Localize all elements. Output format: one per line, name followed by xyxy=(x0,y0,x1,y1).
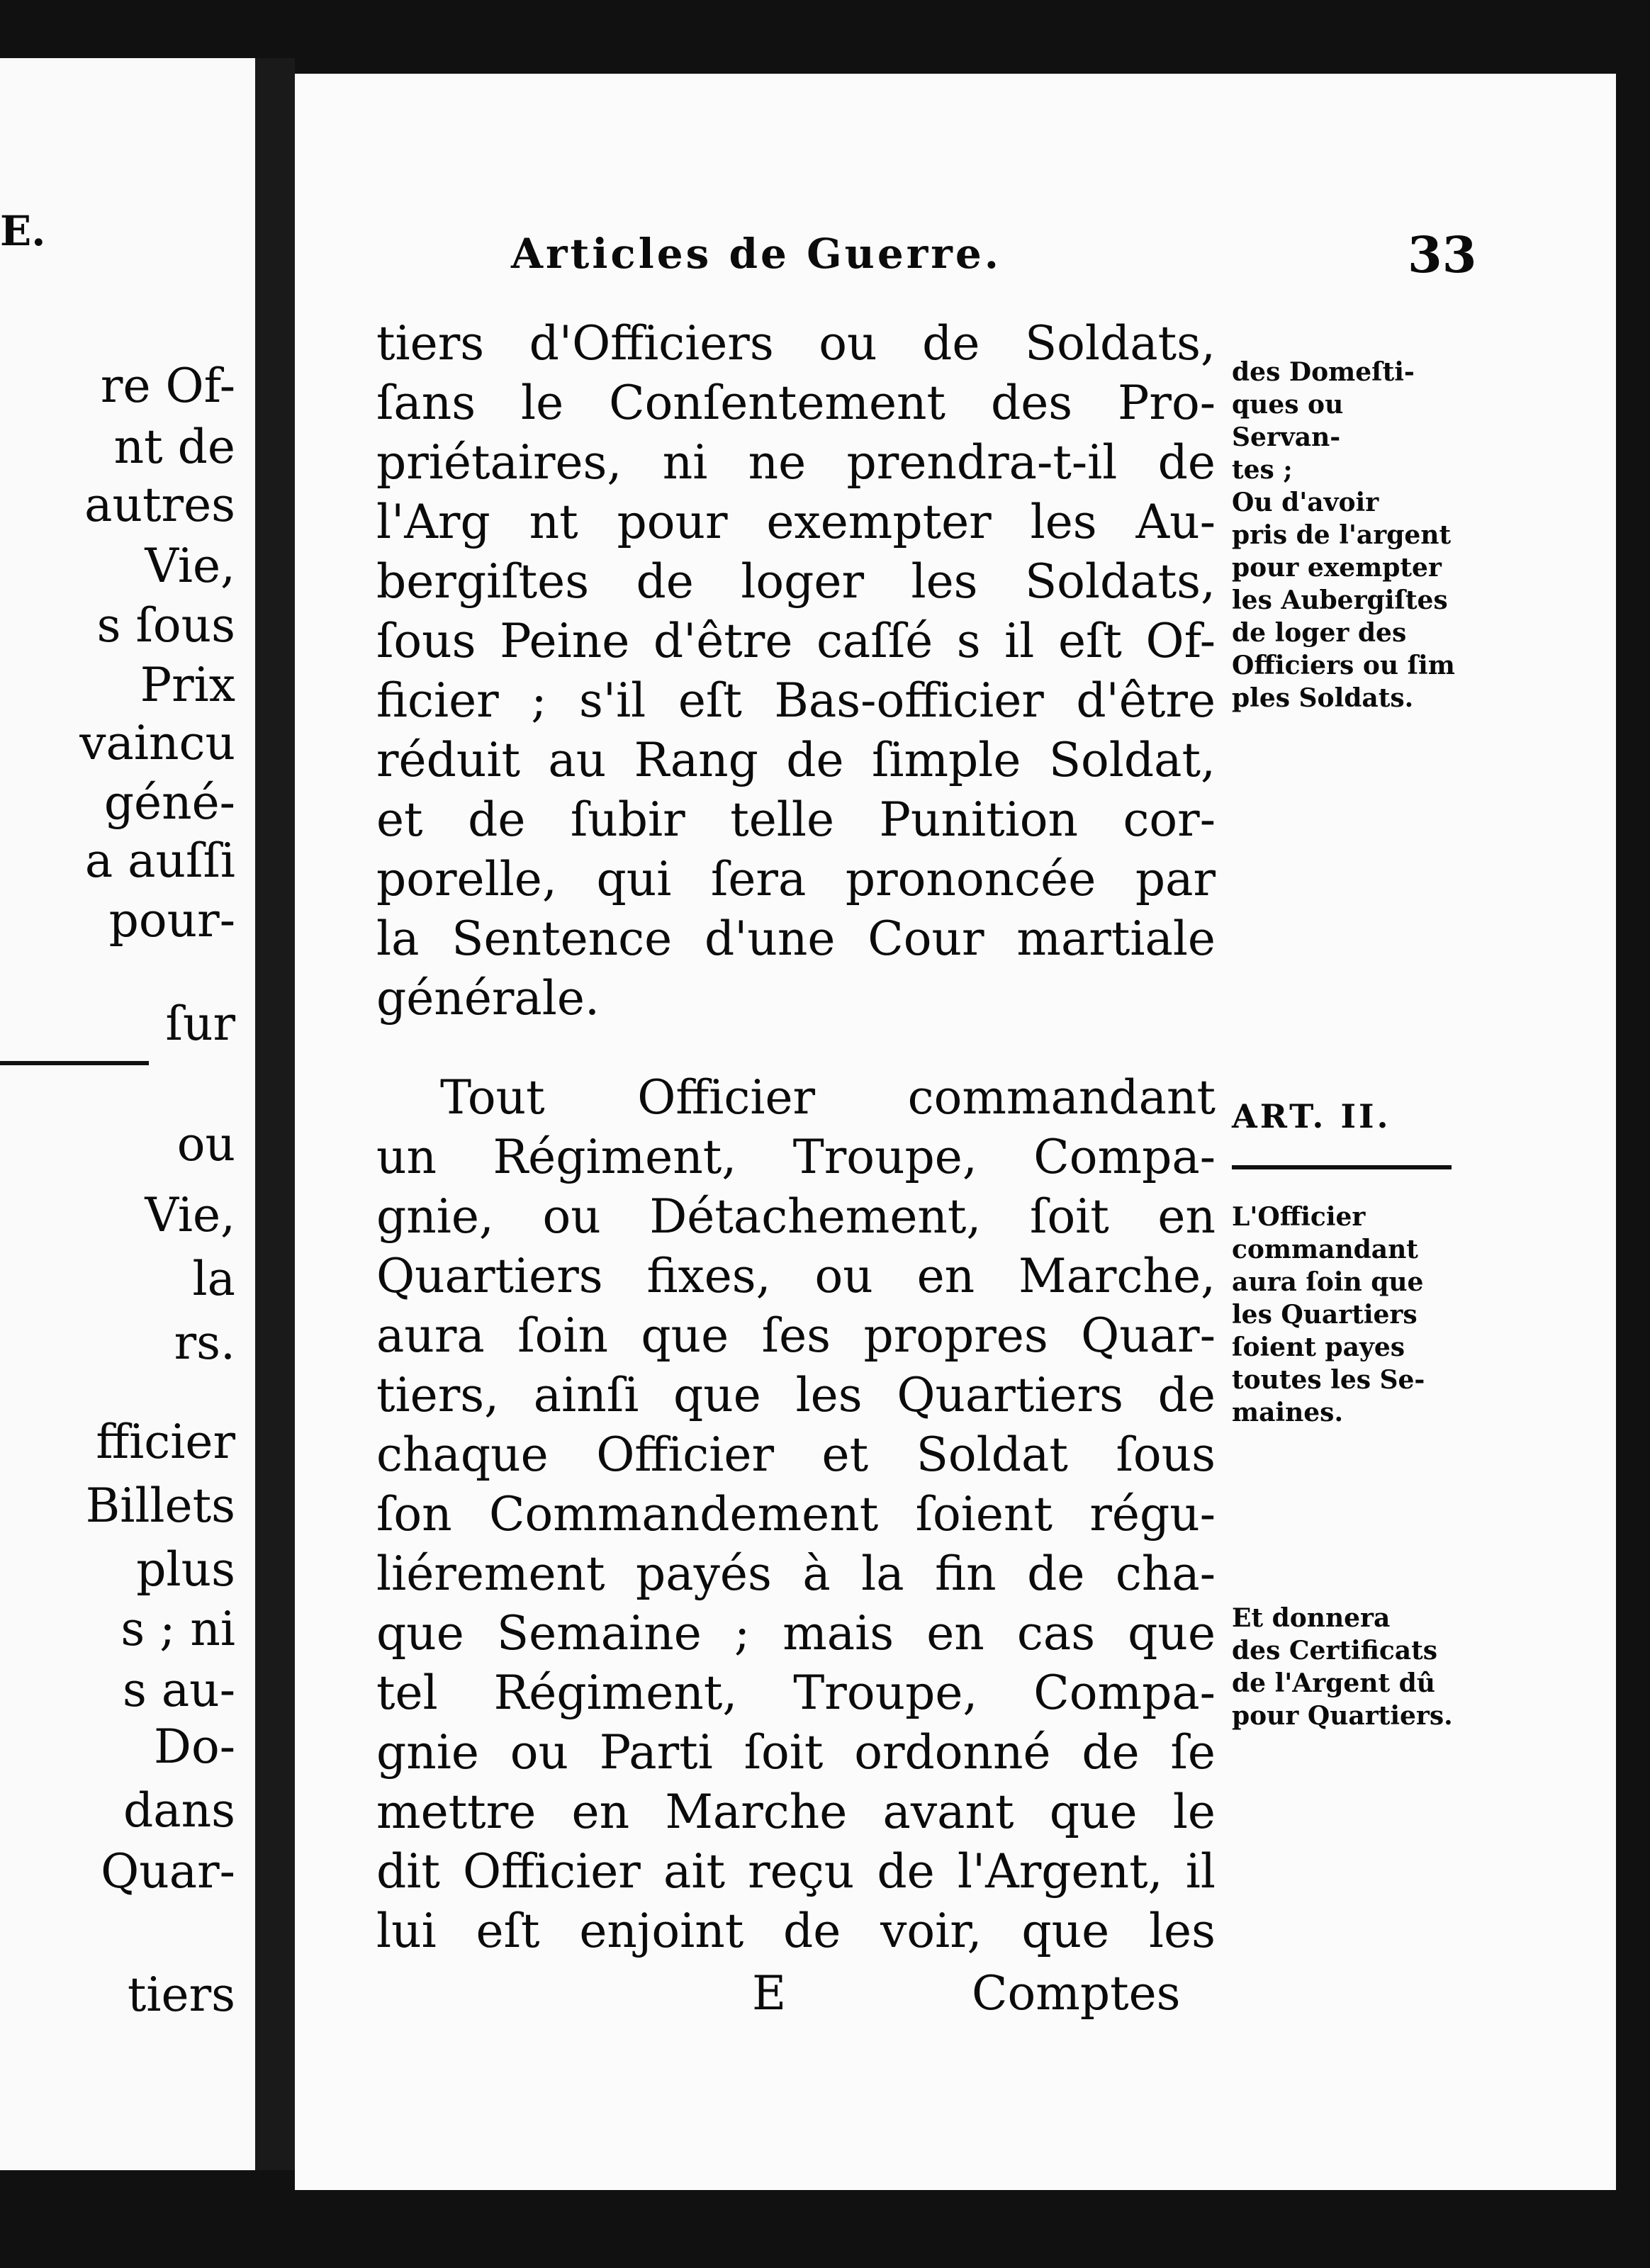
text-line: la Sentence d'une Cour martiale xyxy=(376,911,1216,966)
left-page-line: Vie, xyxy=(145,1188,235,1242)
left-page-line: a auſſi xyxy=(84,833,235,888)
margin-note-line: les Quartiers xyxy=(1232,1300,1418,1330)
text-line: porelle, qui ſera prononcée par xyxy=(376,852,1216,906)
left-page-line: plus xyxy=(136,1542,235,1597)
article-rule xyxy=(1232,1165,1452,1169)
margin-note-line: ples Soldats. xyxy=(1232,683,1414,713)
text-line: gnie, ou Détachement, ſoit en xyxy=(376,1189,1216,1244)
text-line: gnie ou Parti ſoit ordonné de ſe xyxy=(376,1725,1216,1780)
page-number: 33 xyxy=(1408,225,1477,284)
text-line: un Régiment, Troupe, Compa- xyxy=(376,1130,1216,1184)
left-page-line: ou xyxy=(176,1117,235,1172)
left-page-line: pour- xyxy=(108,893,235,948)
text-line: aura ſoin que ſes propres Quar- xyxy=(376,1308,1216,1363)
book-gutter xyxy=(255,58,295,2170)
margin-note xyxy=(1232,356,1459,714)
left-page-line: Do- xyxy=(154,1719,235,1774)
signature-mark: E xyxy=(752,1966,787,2021)
running-head: Articles de Guerre. xyxy=(511,230,1001,278)
margin-note-line: de loger des xyxy=(1232,618,1407,648)
text-line: mettre en Marche avant que le xyxy=(376,1785,1216,1839)
margin-note-line: maines. xyxy=(1232,1398,1343,1427)
text-line: tiers, ainſi que les Quartiers de xyxy=(376,1368,1216,1422)
margin-note-line: commandant xyxy=(1232,1235,1418,1264)
left-page-line: rs. xyxy=(174,1315,235,1370)
text-line: chaque Officier et Soldat ſous xyxy=(376,1427,1216,1482)
margin-note-line: tes ; xyxy=(1232,455,1293,485)
left-page-line: Quar- xyxy=(101,1844,235,1899)
text-line: tiers d'Officiers ou de Soldats, xyxy=(376,316,1216,371)
text-line: liérement payés à la fin de cha- xyxy=(376,1546,1216,1601)
margin-note-line: aura ſoin que xyxy=(1232,1267,1424,1297)
margin-note-line: pour Quartiers. xyxy=(1232,1701,1453,1731)
margin-note-line: ques ou Servan- xyxy=(1232,390,1344,452)
text-line: lui eſt enjoint de voir, que les xyxy=(376,1904,1216,1958)
text-line: générale. xyxy=(376,971,600,1026)
margin-note-line: Officiers ou ſim xyxy=(1232,651,1455,680)
text-line: ficier ; s'il eſt Bas-officier d'être xyxy=(376,673,1216,728)
text-line: bergiſtes de loger les Soldats, xyxy=(376,554,1216,609)
text-line: que Semaine ; mais en cas que xyxy=(376,1606,1216,1661)
margin-note-line: des Domeſti- xyxy=(1232,357,1415,387)
catchword: Comptes xyxy=(972,1966,1181,2021)
left-page-line: s ; ni xyxy=(120,1602,235,1656)
left-page-rule xyxy=(0,1061,149,1065)
left-page-line: Billets xyxy=(85,1478,235,1533)
margin-note-line: pris de l'argent xyxy=(1232,520,1452,550)
left-page-line: re Of- xyxy=(100,359,235,413)
margin-note-line: Et donnera xyxy=(1232,1603,1391,1633)
margin-note xyxy=(1232,1602,1459,1732)
text-line: priétaires, ni ne prendra-t-il de xyxy=(376,435,1216,490)
left-page-line: Prix xyxy=(140,658,235,712)
text-line: Quartiers fixes, ou en Marche, xyxy=(376,1249,1216,1303)
left-page-line: géné- xyxy=(103,775,235,830)
left-page-line: dans xyxy=(123,1783,235,1838)
text-line: ſon Commandement ſoient régu- xyxy=(376,1487,1216,1542)
left-page-line: ſur xyxy=(165,997,235,1051)
left-page-line: vaincu xyxy=(79,716,235,770)
margin-note-line: des Certificats xyxy=(1232,1636,1438,1666)
right-page xyxy=(295,74,1616,2190)
left-page-line: s au- xyxy=(122,1663,235,1717)
left-page-line: Vie, xyxy=(145,539,235,593)
text-line: dit Officier ait reçu de l'Argent, il xyxy=(376,1844,1216,1899)
article-label: ART. II. xyxy=(1232,1097,1391,1135)
left-page-header: E. xyxy=(0,207,46,255)
left-page-line: tiers xyxy=(127,1967,235,2022)
text-line: ſans le Conſentement des Pro- xyxy=(376,376,1216,430)
margin-note xyxy=(1232,1201,1459,1429)
margin-note-line: toutes les Se- xyxy=(1232,1365,1425,1395)
left-page-line: autres xyxy=(84,478,235,532)
text-line: tel Régiment, Troupe, Compa- xyxy=(376,1666,1216,1720)
text-line: Tout Officier commandant xyxy=(440,1070,1216,1125)
margin-note-line: Ou d'avoir xyxy=(1232,488,1379,517)
text-line: réduit au Rang de ſimple Soldat, xyxy=(376,733,1216,787)
left-page-line: fficier xyxy=(96,1415,235,1469)
left-page xyxy=(0,58,259,2170)
text-line: ſous Peine d'être caſſé s il eſt Of- xyxy=(376,614,1216,668)
left-page-line: s ſous xyxy=(96,598,235,653)
left-page-line: la xyxy=(192,1252,235,1306)
margin-note-line: les Aubergiſtes xyxy=(1232,585,1448,615)
margin-note-line: L'Officier xyxy=(1232,1202,1366,1232)
margin-note-line: ſoient payes xyxy=(1232,1332,1405,1362)
margin-note-line: de l'Argent dû xyxy=(1232,1668,1435,1698)
margin-note-line: pour exempter xyxy=(1232,553,1442,583)
left-page-line: nt de xyxy=(113,420,235,474)
text-line: l'Arg nt pour exempter les Au- xyxy=(376,495,1216,549)
text-line: et de ſubir telle Punition cor- xyxy=(376,792,1216,847)
